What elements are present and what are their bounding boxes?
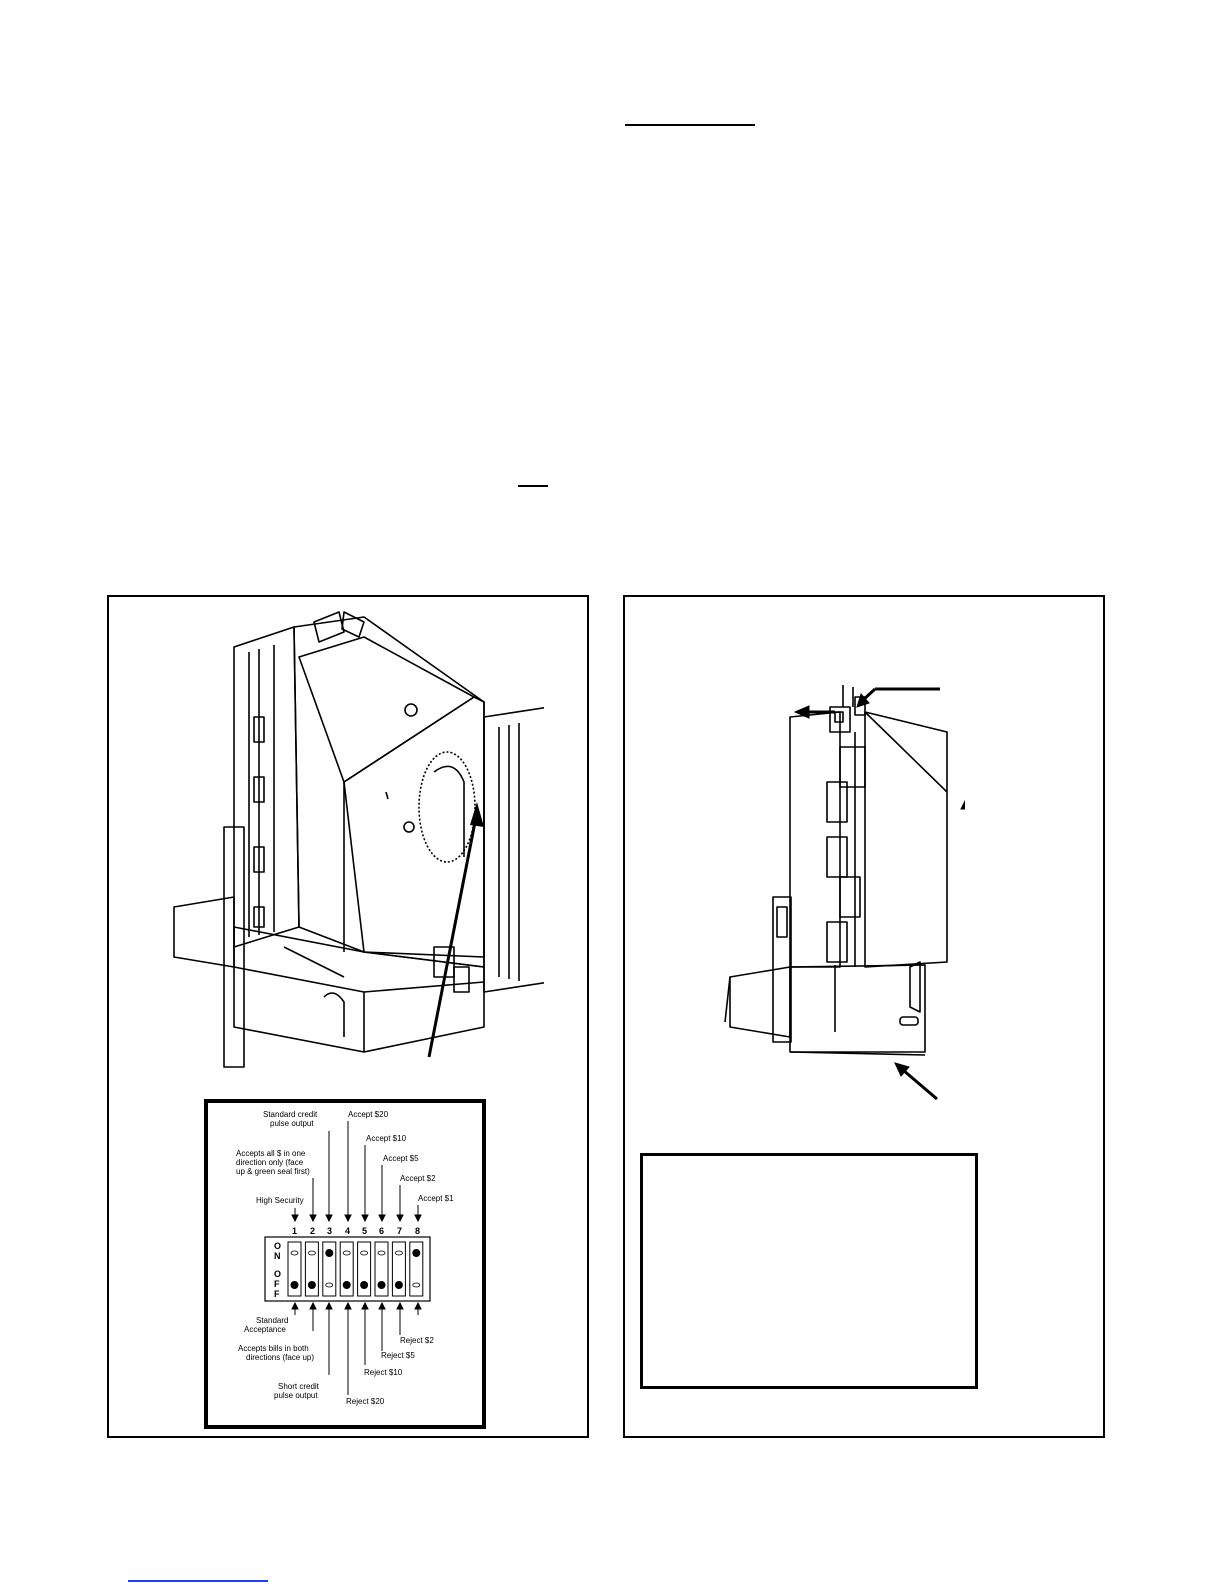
header-underline-mark (625, 124, 755, 126)
label-standard-credit-line1: Standard credit (263, 1110, 318, 1119)
label-both-directions-line1: Accepts bills in both (238, 1344, 309, 1353)
label-short-credit-line2: pulse output (274, 1391, 318, 1400)
label-short-credit-line1: Short credit (278, 1382, 319, 1391)
switch-slots (288, 1242, 423, 1296)
label-reject-5: Reject $5 (381, 1351, 415, 1360)
switch-number: 2 (310, 1226, 316, 1236)
on-label-letter: O (274, 1241, 282, 1251)
right-notes-box (640, 1153, 978, 1389)
label-reject-10: Reject $10 (364, 1368, 403, 1377)
label-standard-acceptance-line1: Standard (256, 1316, 289, 1325)
label-standard-acceptance-line2: Acceptance (244, 1325, 286, 1334)
dip-switch-diagram (208, 1103, 482, 1425)
label-reject-2: Reject $2 (400, 1336, 434, 1345)
dip-switch-knob (360, 1281, 368, 1289)
label-accept-2: Accept $2 (400, 1174, 436, 1183)
switch-number: 4 (345, 1226, 351, 1236)
label-accept-5: Accept $5 (383, 1154, 419, 1163)
dip-switch-knob (378, 1281, 386, 1289)
off-label-letter: F (274, 1279, 280, 1289)
left-figure-panel (107, 595, 589, 1438)
dip-switch-knob (343, 1281, 351, 1289)
right-figure-panel (623, 595, 1105, 1438)
switch-number: 5 (362, 1226, 368, 1236)
switch-number: 1 (292, 1226, 298, 1236)
off-label-letter: F (274, 1289, 280, 1299)
switch-number: 7 (397, 1226, 403, 1236)
label-one-direction-line1: Accepts all $ in one (236, 1149, 306, 1158)
dip-switch-knob (291, 1281, 299, 1289)
label-standard-credit-line2: pulse output (270, 1119, 314, 1128)
switch-number: 6 (379, 1226, 385, 1236)
dip-switch-knob (412, 1249, 420, 1257)
bill-validator-side-view-illustration (715, 677, 965, 1107)
dip-switch-knob (325, 1249, 333, 1257)
label-accept-10: Accept $10 (366, 1134, 407, 1143)
bill-validator-isometric-illustration (164, 607, 544, 1077)
label-one-direction-line2: direction only (face (236, 1158, 304, 1167)
switch-number: 3 (327, 1226, 333, 1236)
off-label-letter: O (274, 1269, 282, 1279)
label-reject-20: Reject $20 (346, 1397, 385, 1406)
label-accept-1: Accept $1 (418, 1194, 454, 1203)
text-underline-mark (518, 485, 548, 487)
bottom-link-rule (128, 1580, 268, 1582)
label-accept-20: Accept $20 (348, 1110, 389, 1119)
dip-switch-knob (308, 1281, 316, 1289)
dip-switch-knob (395, 1281, 403, 1289)
on-label-letter: N (274, 1251, 281, 1261)
switch-number: 8 (415, 1226, 421, 1236)
label-high-security: High Security (256, 1196, 304, 1205)
label-one-direction-line3: up & green seal first) (236, 1167, 310, 1176)
dip-switch-settings-chart (204, 1099, 486, 1429)
label-both-directions-line2: directions (face up) (246, 1353, 315, 1362)
switch-numbers (292, 1226, 420, 1236)
